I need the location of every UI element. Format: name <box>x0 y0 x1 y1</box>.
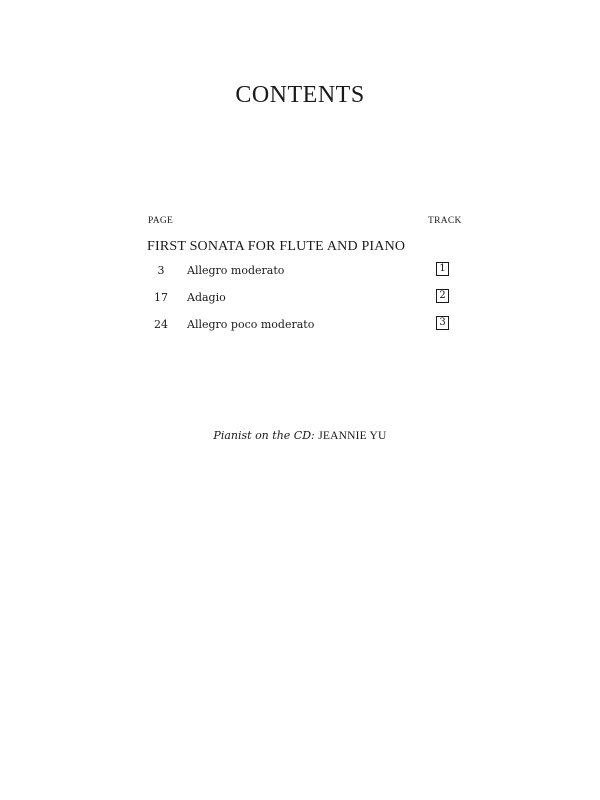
section-title: FIRST SONATA FOR FLUTE AND PIANO <box>147 239 406 254</box>
entry-track-number: 2 <box>436 289 449 303</box>
contents-entry <box>0 262 600 282</box>
credit-label: Pianist on the CD: <box>213 429 315 442</box>
page-title: CONTENTS <box>235 82 365 108</box>
contents-entry <box>0 316 600 336</box>
entry-track-number: 1 <box>436 262 449 276</box>
page-column-header: PAGE <box>148 216 174 226</box>
entry-track-number: 3 <box>436 316 449 330</box>
entry-movement-title: Adagio <box>187 291 226 304</box>
credit-name: JEANNIE YU <box>318 430 387 442</box>
entry-page-number: 17 <box>154 291 168 304</box>
pianist-credit <box>0 429 600 442</box>
entry-movement-title: Allegro poco moderato <box>187 318 315 331</box>
entry-movement-title: Allegro moderato <box>187 264 285 277</box>
entry-page-number: 24 <box>154 318 168 331</box>
contents-entry <box>0 289 600 309</box>
entry-page-number: 3 <box>157 264 165 277</box>
track-column-header: TRACK <box>428 216 462 226</box>
